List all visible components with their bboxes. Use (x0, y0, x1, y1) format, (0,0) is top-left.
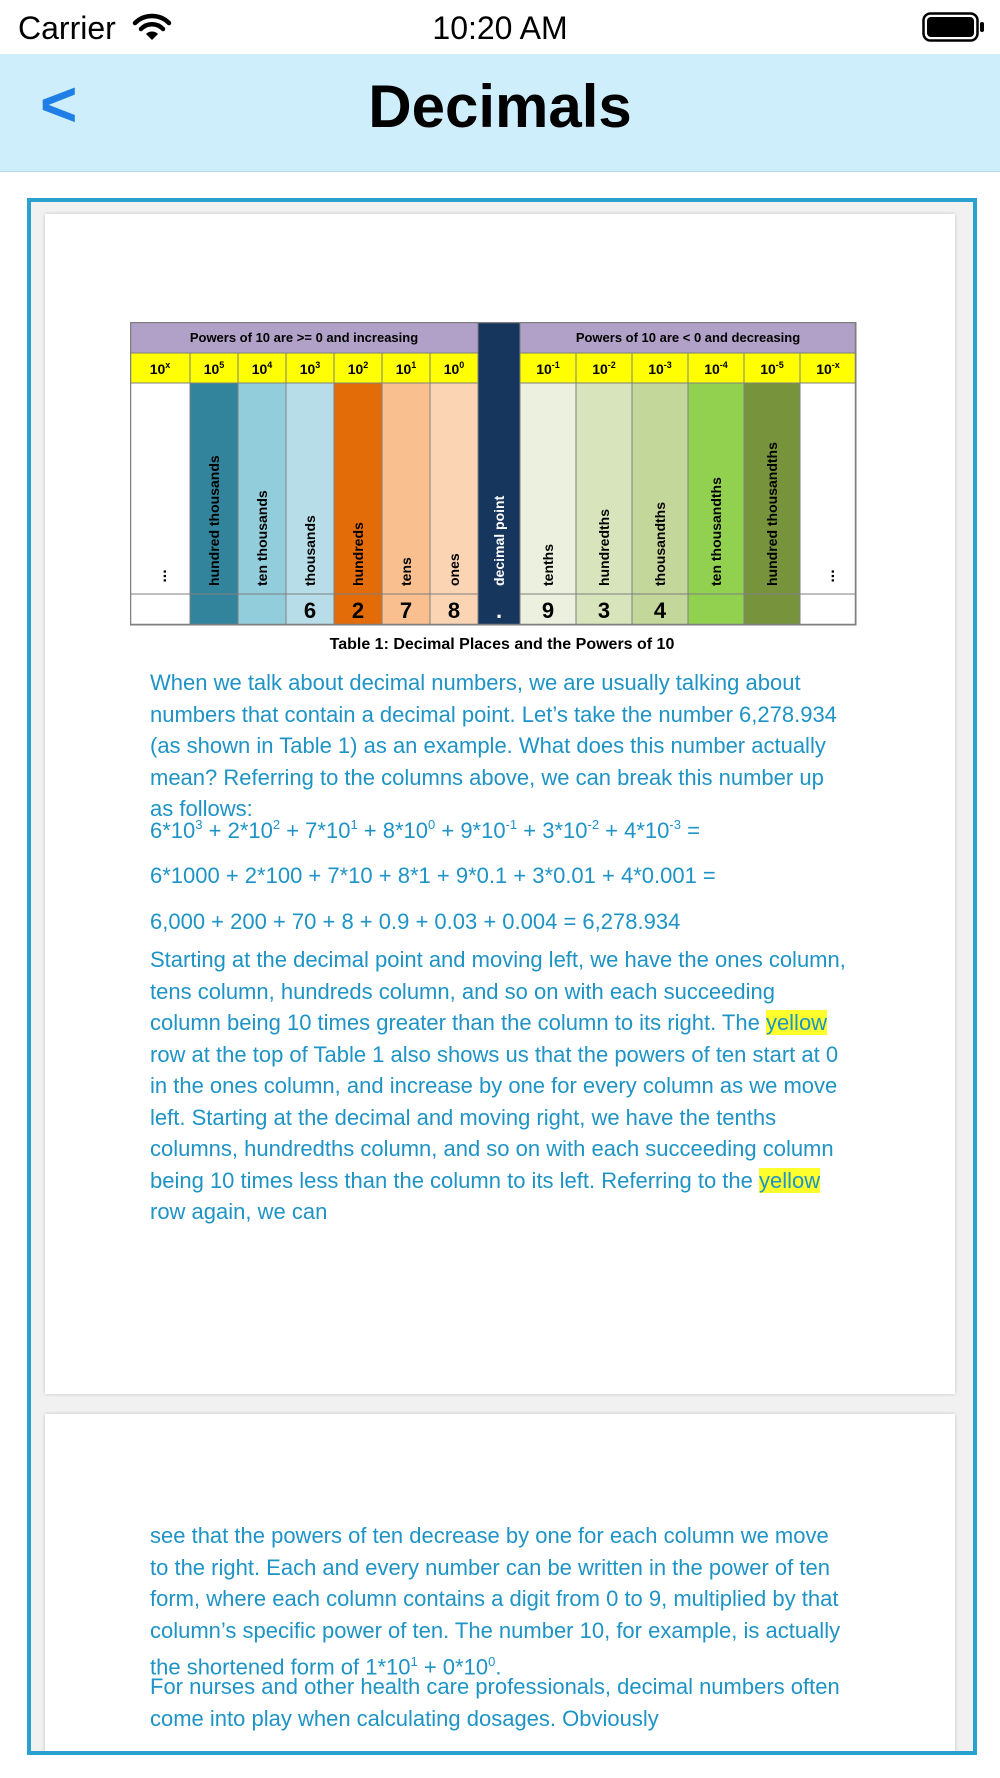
decimal-places-table (130, 322, 874, 636)
document-viewer[interactable] (27, 198, 977, 1755)
power-base-6: 10 (443, 361, 460, 377)
power-base-13: 10 (816, 361, 832, 377)
power-exponent-8: -1 (551, 360, 560, 370)
equation-term-0: 6*10 (150, 818, 196, 843)
power-exponent-1: 5 (219, 360, 225, 370)
column-name-hundreds: hundreds (350, 522, 366, 586)
equation-exponent-4: -1 (505, 817, 518, 832)
back-button[interactable]: < (40, 68, 78, 140)
highlight-yellow-2: yellow (759, 1167, 821, 1193)
document-page-2 (45, 1414, 955, 1755)
document-page-1 (45, 214, 955, 1394)
equation-exponent-1: 2 (272, 817, 281, 832)
power-exponent-10: -3 (663, 360, 672, 370)
name-cell-13 (800, 383, 856, 594)
exponent-zero: 0 (488, 1654, 496, 1669)
power-exponent-0: x (165, 360, 171, 370)
equation-term-1: + 2*10 (202, 818, 273, 843)
digit-thousands: 6 (303, 598, 317, 623)
column-name-tens: tens (398, 557, 414, 586)
equation-exponent-5: -2 (587, 817, 600, 832)
paragraph-power-form (150, 1520, 850, 1683)
nav-bar (0, 54, 1000, 172)
equation-powers (150, 817, 850, 844)
paragraph-power-form-part-2: + 0*10 (417, 1654, 489, 1680)
page-title: Decimals (368, 73, 632, 140)
power-base-10: 10 (648, 361, 664, 377)
power-base-4: 10 (347, 361, 364, 377)
column-name-ones: ones (446, 553, 462, 586)
power-base-8: 10 (536, 361, 552, 377)
digit-cell-2 (238, 594, 286, 625)
power-exponent-5: 1 (411, 360, 417, 370)
digit-cell-0 (130, 594, 190, 625)
power-base-0: 10 (149, 361, 166, 377)
column-name-decimal-point: decimal point (491, 495, 507, 586)
paragraph-columns (150, 944, 850, 1228)
equation-sum: 6,000 + 200 + 70 + 8 + 0.9 + 0.03 + 0.004 = 6,278.934 (150, 909, 681, 934)
digit-cell-11 (688, 594, 744, 625)
battery-icon (922, 12, 986, 42)
equation-term-5: + 3*10 (517, 818, 588, 843)
digit-ones: 8 (447, 598, 461, 623)
digit-cell-13 (800, 594, 856, 625)
column-name-ten-thousands: ten thousands (254, 490, 270, 586)
equation-term-4: + 9*10 (435, 818, 506, 843)
power-base-12: 10 (760, 361, 776, 377)
power-exponent-6: 0 (459, 360, 465, 370)
power-exponent-3: 3 (315, 360, 321, 370)
paragraph-columns-part-1: Starting at the decimal point and moving left, we have the ones column, tens column, hundreds column, and so on with each succeeding column being 10 times greater than the column to its right. The (150, 947, 846, 1035)
equation-exponent-2: 1 (350, 817, 358, 832)
clock: 10:20 AM (432, 10, 568, 46)
column-name-tenths: tenths (540, 544, 556, 586)
paragraph-power-form-part-1: see that the powers of ten decrease by one for each column we move to the right. Each and every number can be written in the power of ten form, where each column contains a digit from 0 to 9, multiplied by that column’s specific power of ten. The number 10, for example, is actually the shortened form of 1*10 (150, 1523, 841, 1680)
table-caption: Table 1: Decimal Places and the Powers of 10 (329, 636, 675, 653)
digit-thousandths: 4 (653, 598, 667, 623)
status-bar (0, 0, 1000, 54)
power-exponent-12: -5 (775, 360, 784, 370)
digit-decimal-point: . (495, 598, 503, 623)
power-base-3: 10 (299, 361, 316, 377)
digit-cell-1 (190, 594, 238, 625)
paragraph-intro: When we talk about decimal numbers, we are usually talking about numbers that contain a decimal point. Let’s take the number 6,278.934 (as shown in Table 1) as an example. What does this number actually mean? Referring to the columns above, we can break this number up as follows: (150, 670, 837, 821)
column-name-ten-thousandths: ten thousandths (708, 477, 724, 586)
equation-expanded: 6*1000 + 2*100 + 7*10 + 8*1 + 9*0.1 + 3*0.01 + 4*0.001 = (150, 863, 716, 888)
power-exponent-2: 4 (267, 360, 273, 370)
paragraph-nurses: For nurses and other health care professionals, decimal numbers often come into play when calculating dosages. Obviously (150, 1674, 840, 1731)
digit-tens: 7 (399, 598, 413, 623)
equation-term-6: + 4*10 (599, 818, 670, 843)
column-name-thousands: thousands (302, 515, 318, 586)
column-name-ellipsis-0: ... (153, 569, 170, 583)
power-base-2: 10 (251, 361, 268, 377)
column-name-thousandths: thousandths (652, 502, 668, 586)
equation-exponent-0: 3 (195, 817, 203, 832)
exponent-one: 1 (410, 1654, 418, 1669)
digit-hundredths: 3 (597, 598, 611, 623)
paragraph-columns-part-3: row again, we can (150, 1199, 328, 1224)
header-left-label: Powers of 10 are >= 0 and increasing (189, 330, 419, 345)
paragraph-power-form-part-3: . (495, 1654, 502, 1680)
power-exponent-9: -2 (607, 360, 616, 370)
power-base-1: 10 (203, 361, 220, 377)
digit-tenths: 9 (541, 598, 555, 623)
equation-powers-terms (150, 818, 681, 843)
column-name-ellipsis-13: ... (821, 569, 838, 583)
equation-exponent-3: 0 (428, 817, 436, 832)
power-base-5: 10 (395, 361, 412, 377)
paragraph-columns-part-2: row at the top of Table 1 also shows us that the powers of ten start at 0 in the ones column, and increase by one for every column as we move left. Starting at the decimal and moving right, we have the tenths columns, hundredths column, and so on with each succeeding column being 10 times less than the column to its left. Referring to the (150, 1041, 839, 1193)
highlight-yellow-1: yellow (765, 1010, 828, 1035)
power-exponent-11: -4 (719, 360, 728, 370)
carrier-label: Carrier (18, 10, 116, 46)
power-base-11: 10 (704, 361, 720, 377)
column-name-hundred-thousandths: hundred thousandths (764, 442, 780, 586)
column-name-hundred-thousands: hundred thousands (206, 455, 222, 586)
header-right-label: Powers of 10 are < 0 and decreasing (575, 330, 801, 345)
power-exponent-13: -x (831, 360, 840, 370)
equation-term-2: + 7*10 (280, 818, 351, 843)
digit-hundreds: 2 (351, 598, 365, 623)
column-name-hundredths: hundredths (596, 509, 612, 586)
power-exponent-4: 2 (363, 360, 369, 370)
equation-term-3: + 8*10 (357, 818, 429, 843)
digit-cell-12 (744, 594, 800, 625)
equation-powers-end: = (680, 818, 700, 843)
power-base-9: 10 (592, 361, 608, 377)
equation-exponent-6: -3 (669, 817, 681, 832)
name-cell-0 (130, 383, 190, 594)
